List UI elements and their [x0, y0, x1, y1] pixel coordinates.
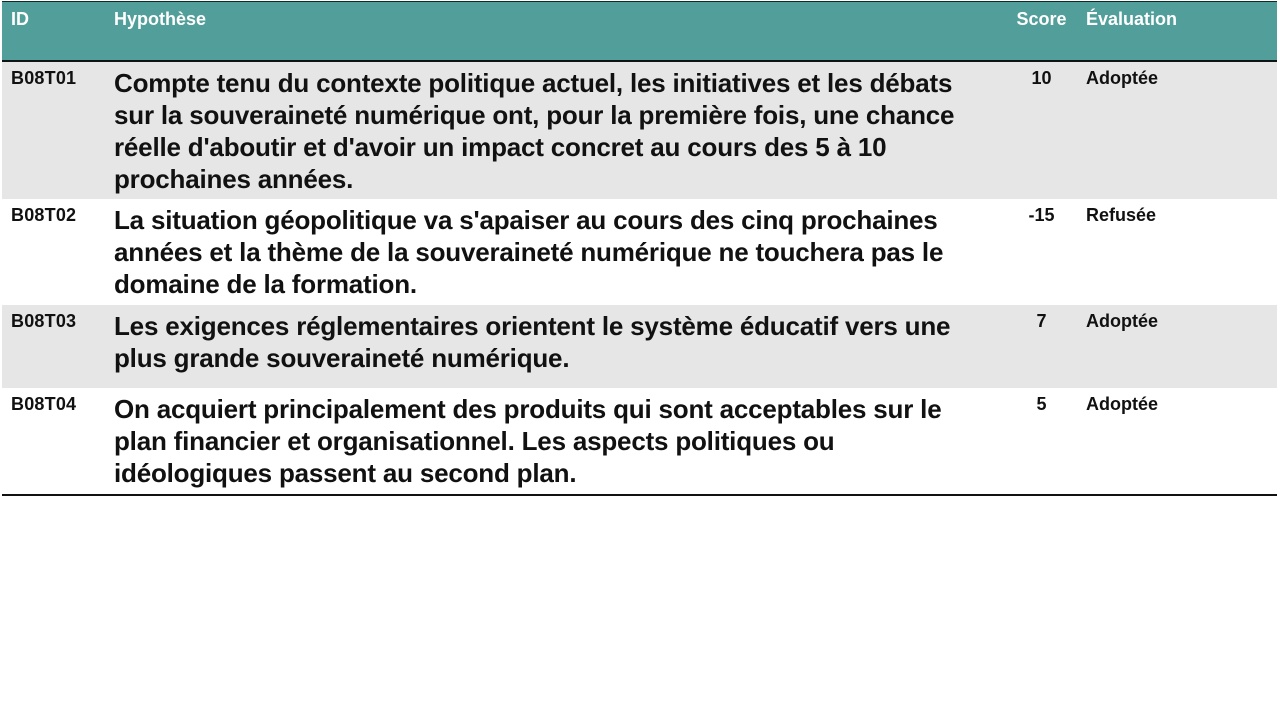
row-score: 5: [1036, 394, 1047, 414]
row-hypothesis: Compte tenu du contexte politique actuel, les initiatives et les débats sur la souveraineté numérique ont, pour la première fois, une chance réelle d'aboutir et d'avoir un impact concret au cours des 5 à 10 prochaines années.: [114, 68, 955, 194]
row-score: 7: [1036, 311, 1047, 331]
row-id: B08T01: [11, 68, 77, 88]
row-id: B08T02: [11, 205, 77, 225]
row-evaluation: Adoptée: [1086, 68, 1158, 88]
row-id: B08T04: [11, 394, 77, 414]
header-id: ID: [11, 9, 29, 29]
table-row: [2, 305, 1277, 388]
header-score: Score: [1016, 9, 1067, 29]
header-hypothesis: Hypothèse: [114, 9, 207, 29]
table-header: [2, 2, 1277, 62]
row-score: -15: [1028, 205, 1055, 225]
hypotheses-table: [2, 1, 1277, 496]
row-evaluation: Adoptée: [1086, 394, 1158, 414]
row-hypothesis: La situation géopolitique va s'apaiser au cours des cinq prochaines années et la thème de la souveraineté numérique ne touchera pas le domaine de la formation.: [114, 205, 944, 299]
table-row: [2, 62, 1277, 199]
table-row: [2, 388, 1277, 494]
row-id: B08T03: [11, 311, 77, 331]
row-score: 10: [1031, 68, 1052, 88]
row-hypothesis: Les exigences réglementaires orientent le système éducatif vers une plus grande souveraineté numérique.: [114, 311, 951, 373]
table-row: [2, 199, 1277, 305]
row-hypothesis: On acquiert principalement des produits qui sont acceptables sur le plan financier et organisationnel. Les aspects politiques ou idéologiques passent au second plan.: [114, 394, 942, 488]
row-evaluation: Adoptée: [1086, 311, 1158, 331]
row-evaluation: Refusée: [1086, 205, 1157, 225]
header-evaluation: Évaluation: [1086, 9, 1178, 29]
